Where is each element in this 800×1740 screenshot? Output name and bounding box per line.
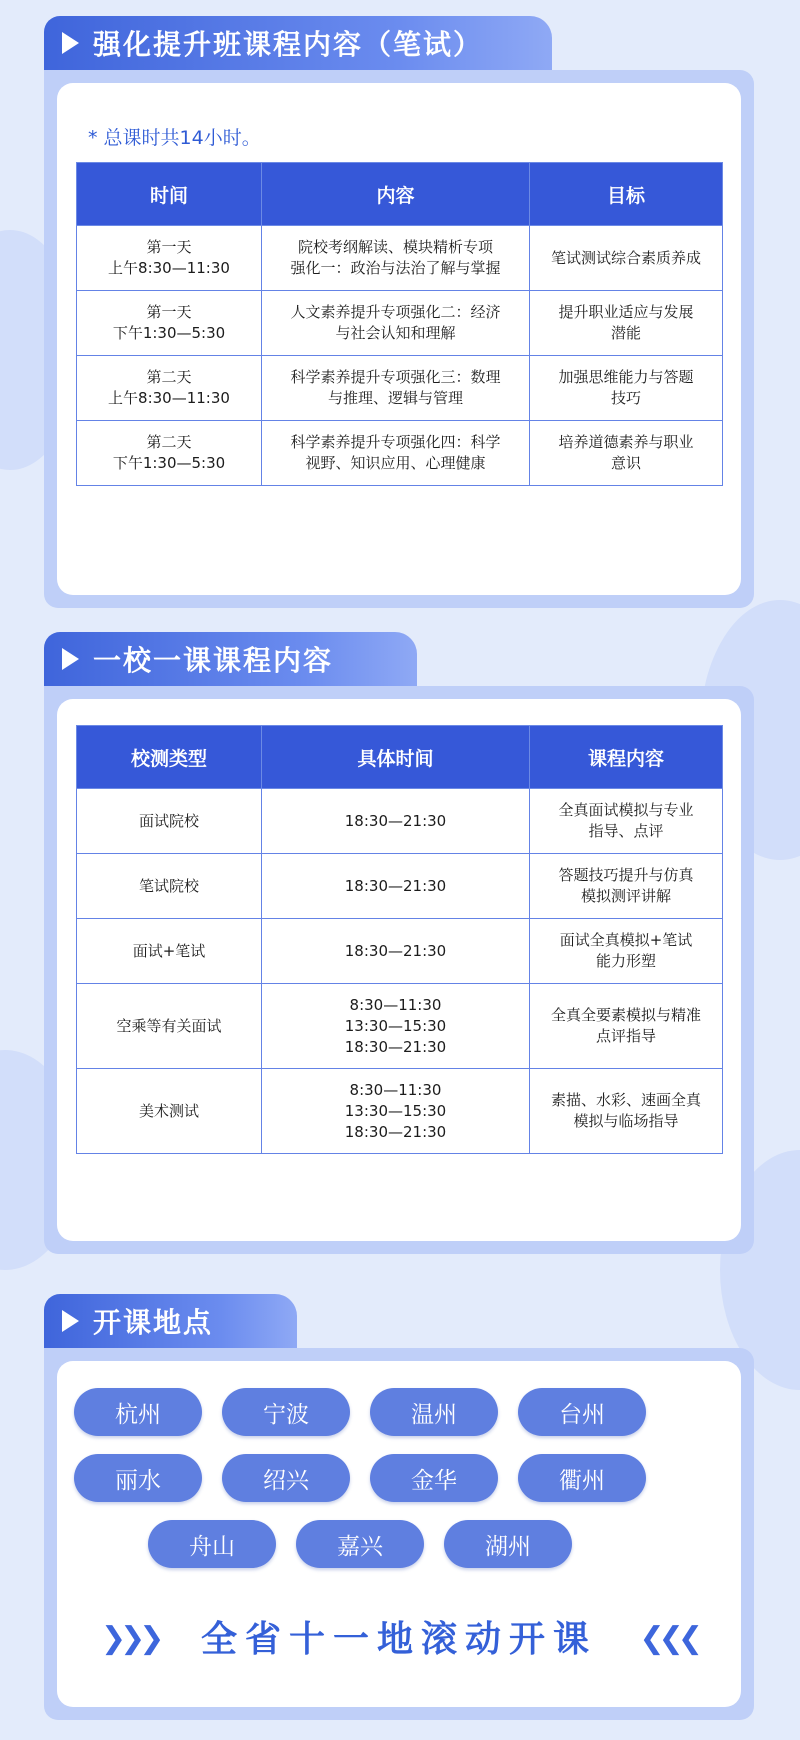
cell-line: 全真面试模拟与专业 <box>558 801 694 819</box>
cell-goal <box>530 226 723 291</box>
play-triangle-icon <box>62 32 79 54</box>
cell-content <box>530 789 723 854</box>
cell-content <box>530 1069 723 1154</box>
cell-line: 面试+笔试 <box>132 941 206 960</box>
location-section <box>44 1294 754 1720</box>
slogan <box>57 1611 741 1662</box>
cell-line: 13:30—15:30 <box>344 1016 447 1035</box>
cell-line: 第二天 <box>146 433 192 451</box>
cell-line: 8:30—11:30 <box>349 995 442 1014</box>
cell-line: 全真全要素模拟与精准 <box>550 1006 701 1024</box>
section-tab <box>44 1294 297 1348</box>
cell-line: 加强思维能力与答题 <box>558 368 694 386</box>
play-triangle-icon <box>62 648 79 670</box>
cell-line: 面试全真模拟+笔试 <box>559 931 693 949</box>
cell-time <box>262 984 530 1069</box>
cell-time <box>77 356 262 421</box>
cell-line: 素描、水彩、速画全真 <box>550 1091 701 1109</box>
cell-time <box>262 1069 530 1154</box>
school-course-table <box>76 725 723 1154</box>
cell-line: 潜能 <box>610 324 641 342</box>
city-pill: 金华 <box>370 1454 498 1502</box>
section-title: 一校一课课程内容 <box>93 644 334 677</box>
city-pill: 杭州 <box>74 1388 202 1436</box>
written-course-section <box>44 16 754 608</box>
table-row <box>77 789 723 854</box>
cell-content <box>530 854 723 919</box>
cell-content <box>262 421 530 486</box>
section-tab <box>44 632 417 686</box>
cell-line: 点评指导 <box>595 1027 656 1045</box>
cell-line: 意识 <box>610 454 641 472</box>
column-header: 目标 <box>530 163 723 226</box>
slogan-text: 全省十一地滚动开课 <box>200 1619 597 1660</box>
school-course-section <box>44 632 754 1272</box>
cell-line: 与社会认知和理解 <box>335 324 456 342</box>
city-pill: 嘉兴 <box>296 1520 424 1568</box>
cell-line: 模拟与临场指导 <box>573 1112 679 1130</box>
cell-line: 指导、点评 <box>588 822 664 840</box>
cell-line: 下午1:30—5:30 <box>112 454 226 472</box>
cell-time <box>77 421 262 486</box>
cell-content <box>262 356 530 421</box>
section-card <box>57 83 741 595</box>
cell-time <box>77 291 262 356</box>
written-course-table <box>76 162 723 486</box>
cell-line: 13:30—15:30 <box>344 1101 447 1120</box>
cell-line: 18:30—21:30 <box>344 1122 447 1141</box>
table-row <box>77 1069 723 1154</box>
cell-line: 笔试测试综合素质养成 <box>550 248 701 267</box>
table-row <box>77 984 723 1069</box>
cell-line: 技巧 <box>610 389 641 407</box>
cell-line: 提升职业适应与发展 <box>558 303 694 321</box>
cell-line: 答题技巧提升与仿真 <box>558 866 694 884</box>
city-pill: 衢州 <box>518 1454 646 1502</box>
cell-content <box>262 291 530 356</box>
cell-line: 与推理、逻辑与管理 <box>327 389 463 407</box>
column-header: 校测类型 <box>77 726 262 789</box>
table-row <box>77 854 723 919</box>
cell-line: 下午1:30—5:30 <box>112 324 226 342</box>
cell-content <box>530 984 723 1069</box>
cell-line: 第二天 <box>146 368 192 386</box>
table-row <box>77 291 723 356</box>
city-pill: 舟山 <box>148 1520 276 1568</box>
column-header: 内容 <box>262 163 530 226</box>
cell-line: 笔试院校 <box>138 876 199 895</box>
cell-line: 面试院校 <box>138 811 199 830</box>
cell-line: 8:30—11:30 <box>349 1080 442 1099</box>
cell-goal <box>530 291 723 356</box>
section-card <box>57 699 741 1241</box>
cell-line: 强化一：政治与法治了解与掌握 <box>290 259 501 277</box>
cell-time <box>262 919 530 984</box>
cell-line: 美术测试 <box>138 1101 199 1120</box>
cell-line: 上午8:30—11:30 <box>108 259 230 277</box>
table-row <box>77 919 723 984</box>
total-hours-note: * 总课时共14小时。 <box>88 127 261 149</box>
table-row <box>77 356 723 421</box>
cell-line: 第一天 <box>146 238 192 256</box>
cell-line: 能力形塑 <box>595 952 656 970</box>
cell-line: 18:30—21:30 <box>344 811 447 830</box>
cell-content <box>262 226 530 291</box>
cell-line: 18:30—21:30 <box>344 876 447 895</box>
cell-type <box>77 984 262 1069</box>
cell-line: 人文素养提升专项强化二：经济 <box>290 303 501 321</box>
cell-goal <box>530 421 723 486</box>
city-pill: 宁波 <box>222 1388 350 1436</box>
cell-line: 18:30—21:30 <box>344 1037 447 1056</box>
section-title: 开课地点 <box>93 1306 214 1339</box>
table-row <box>77 226 723 291</box>
cell-time <box>262 789 530 854</box>
cell-content <box>530 919 723 984</box>
section-frame <box>44 1348 754 1720</box>
cell-line: 培养道德素养与职业 <box>558 433 694 451</box>
table-row <box>77 421 723 486</box>
cell-line: 视野、知识应用、心理健康 <box>305 454 486 472</box>
play-triangle-icon <box>62 1310 79 1332</box>
section-frame <box>44 686 754 1254</box>
section-title: 强化提升班课程内容（笔试） <box>93 28 484 61</box>
cell-type <box>77 854 262 919</box>
cell-line: 科学素养提升专项强化三：数理 <box>290 368 501 386</box>
city-pill: 丽水 <box>74 1454 202 1502</box>
column-header: 具体时间 <box>262 726 530 789</box>
city-pill: 温州 <box>370 1388 498 1436</box>
cell-line: 模拟测评讲解 <box>580 887 671 905</box>
city-pill: 绍兴 <box>222 1454 350 1502</box>
cell-type <box>77 789 262 854</box>
cell-type <box>77 1069 262 1154</box>
cell-line: 科学素养提升专项强化四：科学 <box>290 433 501 451</box>
cell-time <box>262 854 530 919</box>
city-pill: 台州 <box>518 1388 646 1436</box>
chevrons-right-icon: ❯❯❯ <box>101 1621 159 1656</box>
cell-line: 18:30—21:30 <box>344 941 447 960</box>
column-header: 时间 <box>77 163 262 226</box>
chevrons-left-icon: ❮❮❮ <box>639 1621 697 1656</box>
section-frame <box>44 70 754 608</box>
section-card <box>57 1361 741 1707</box>
cell-type <box>77 919 262 984</box>
section-tab <box>44 16 552 70</box>
cell-line: 院校考纲解读、模块精析专项 <box>297 238 493 256</box>
cell-line: 上午8:30—11:30 <box>108 389 230 407</box>
cell-time <box>77 226 262 291</box>
city-pill: 湖州 <box>444 1520 572 1568</box>
cell-goal <box>530 356 723 421</box>
cell-line: 第一天 <box>146 303 192 321</box>
column-header: 课程内容 <box>530 726 723 789</box>
cell-line: 空乘等有关面试 <box>116 1016 222 1035</box>
